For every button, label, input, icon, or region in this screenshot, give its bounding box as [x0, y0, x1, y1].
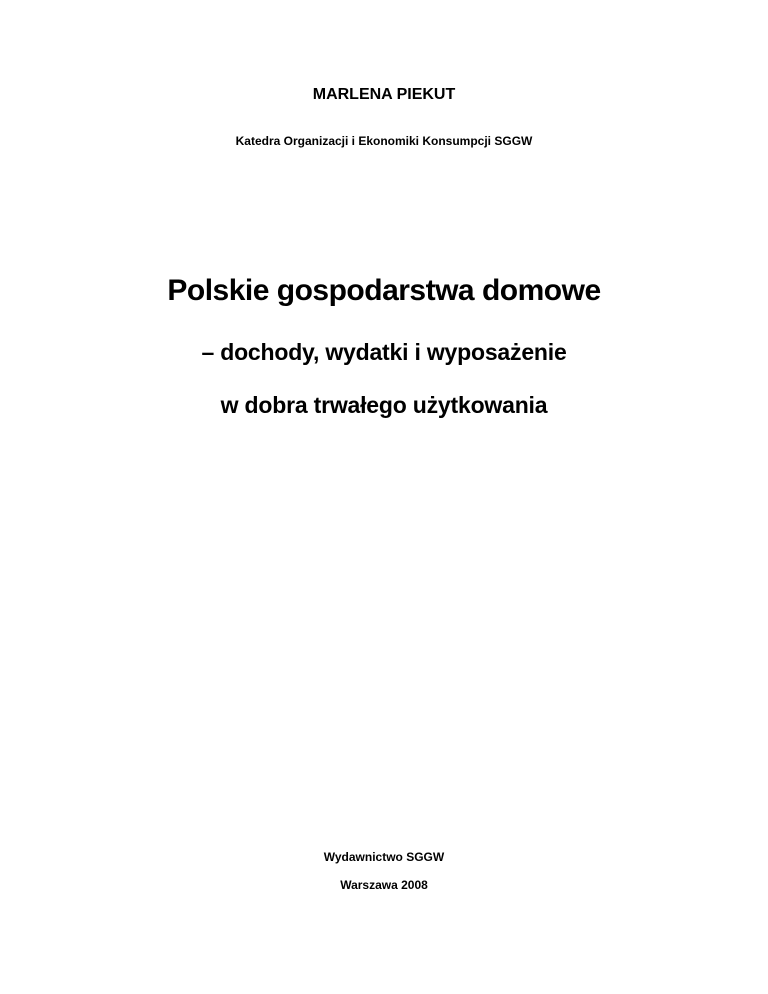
book-title: Polskie gospodarstwa domowe — [167, 274, 601, 307]
author-name: MARLENA PIEKUT — [312, 86, 456, 103]
book-subtitle-line-2: w dobra trwałego użytkowania — [220, 392, 548, 418]
publisher: Wydawnictwo SGGW — [323, 850, 445, 864]
author-affiliation: Katedra Organizacji i Ekonomiki Konsumpcji SGGW — [235, 134, 533, 148]
book-subtitle-line-1: – dochody, wydatki i wyposażenie — [201, 339, 567, 365]
place-and-year: Warszawa 2008 — [340, 878, 428, 892]
